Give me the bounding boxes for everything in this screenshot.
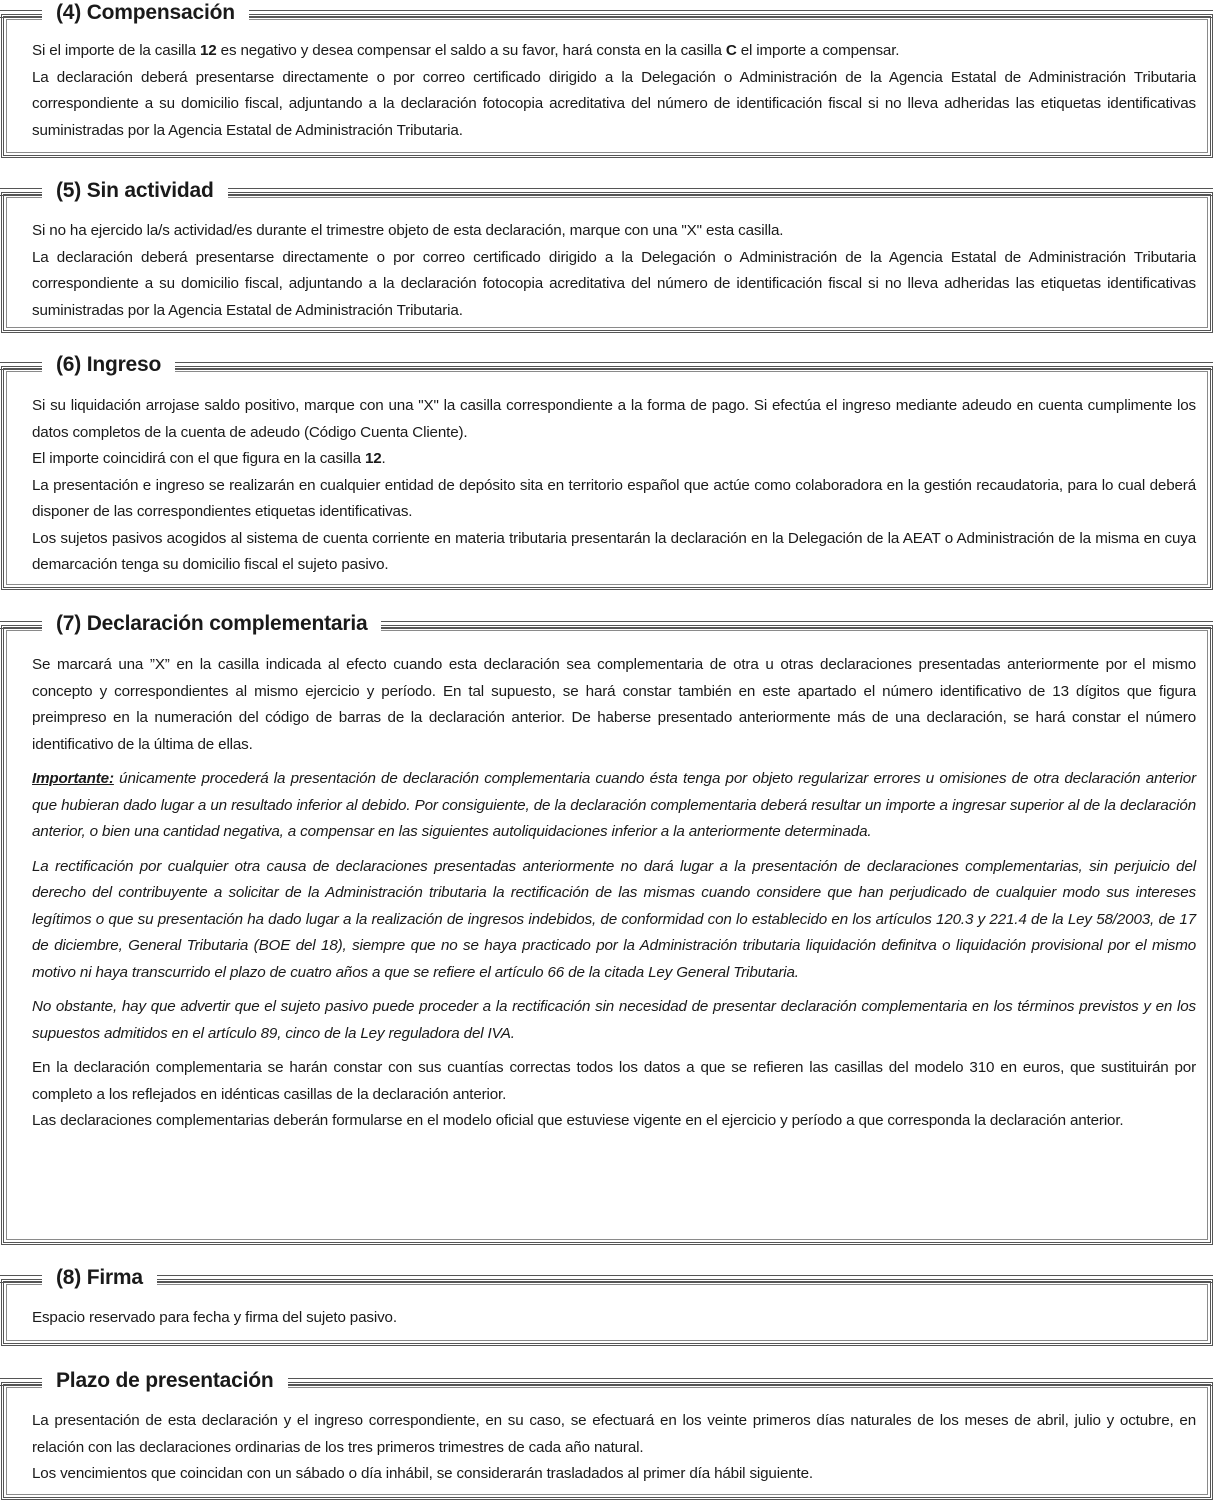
section-title: (6) Ingreso <box>42 353 175 377</box>
paragraph: La presentación e ingreso se realizarán en cualquier entidad de depósito sita en territorio español que actúe como colaboradora en la gestión recaudatoria, para lo cual deberá disponer de las correspondientes etiquetas identificativas. <box>32 476 1196 520</box>
section-title: (5) Sin actividad <box>42 179 228 203</box>
section-heading <box>0 611 1214 637</box>
section-heading <box>0 178 1214 204</box>
paragraph: Se marcará una ”X” en la casilla indicada al efecto cuando esta declaración sea complementaria de otra u otras declaraciones presentadas anteriormente por el mismo concepto y correspondientes al mismo ejercicio y período. En tal supuesto, se hará constar también en este apartado el número identificativo de 13 dígitos que figura preimpreso en la numeración del código de barras de la declaración anterior. De haberse presentado anteriormente más de una declaración, se hará constar el número identificativo de la última de ellas. <box>32 656 1196 753</box>
casilla-number: 12 <box>200 42 217 59</box>
heading-rule-right <box>249 10 1213 18</box>
section-body <box>32 218 1196 324</box>
section-compensacion <box>0 0 1214 158</box>
paragraph <box>32 446 1196 473</box>
paragraph: En la declaración complementaria se harán constar con sus cuantías correctas todos los datos a que se refieren las casillas del modelo 310 en euros, que sustituirán por completo a los reflejados en idénticas casillas de la declaración anterior. <box>32 1059 1196 1103</box>
section-body <box>32 652 1196 1135</box>
section-title: Plazo de presentación <box>42 1369 288 1393</box>
section-declaracion-complementaria <box>0 611 1214 1245</box>
section-heading <box>0 352 1214 378</box>
paragraph: Los vencimientos que coincidan con un sábado o día inhábil, se considerarán trasladados al primer día hábil siguiente. <box>32 1465 813 1482</box>
section-ingreso <box>0 352 1214 590</box>
paragraph: Los sujetos pasivos acogidos al sistema de cuenta corriente en materia tributaria presentarán la declaración en la Delegación de la AEAT o Administración de la misma en cuya demarcación tenga su domicilio fiscal el sujeto pasivo. <box>32 529 1196 573</box>
section-heading <box>0 0 1214 26</box>
paragraph: No obstante, hay que advertir que el sujeto pasivo puede proceder a la rectificación sin necesidad de presentar declaración complementaria en los términos previstos y en los supuestos admitidos en el artículo 89, cinco de la Ley reguladora del IVA. <box>32 998 1196 1042</box>
text-run: El importe coincidirá con el que figura en la casilla <box>32 450 365 467</box>
paragraph: Espacio reservado para fecha y firma del sujeto pasivo. <box>32 1309 397 1326</box>
paragraph: Si no ha ejercido la/s actividad/es durante el trimestre objeto de esta declaración, marque con una "X" esta casilla. <box>32 222 784 239</box>
section-heading <box>0 1368 1214 1394</box>
heading-rule-left <box>0 1275 42 1283</box>
text-run: es negativo y desea compensar el saldo a su favor, hará consta en la casilla <box>216 42 726 59</box>
paragraph: La declaración deberá presentarse directamente o por correo certificado dirigido a la Delegación o Administración de la Agencia Estatal de Administración Tributaria correspondiente a su domicilio fiscal, adjuntando a la declaración fotocopia acreditativa del número de identificación fiscal si no lleva adheridas las etiquetas identificativas suministradas por la Agencia Estatal de Administración Tributaria. <box>32 248 1196 319</box>
paragraph: La presentación de esta declaración y el ingreso correspondiente, en su caso, se efectuará en los veinte primeros días naturales de los meses de abril, julio y octubre, en relación con las declaraciones ordinarias de los tres primeros trimestres de cada año natural. <box>32 1412 1196 1456</box>
section-firma <box>0 1265 1214 1346</box>
paragraph: La rectificación por cualquier otra causa de declaraciones presentadas anteriormente no dará lugar a la presentación de declaraciones complementarias, sin perjuicio del derecho del contribuyente a solicitar de la Administración tributaria la rectificación de las mismas cuando considere que han perjudicado de cualquier modo sus intereses legítimos o que su presentación ha dado lugar a la realización de ingresos indebidos, de conformidad con lo establecido en los artículos 120.3 y 221.4 de la Ley 58/2003, de 17 de diciembre, General Tributaria (BOE del 18), siempre que no se haya practicado por la Administración tributaria liquidación definitva o liquidación provisional por el mismo motivo ni haya transcurrido el plazo de cuatro años a que se refiere el artículo 66 de la citada Ley General Tributaria. <box>32 857 1196 981</box>
section-body <box>32 393 1196 579</box>
paragraph: Si su liquidación arrojase saldo positivo, marque con una "X" la casilla correspondiente a la forma de pago. Si efectúa el ingreso mediante adeudo en cuenta cumplimente los datos completos de la cuenta de adeudo (Código Cuenta Cliente). <box>32 397 1196 441</box>
heading-rule-left <box>0 1378 42 1386</box>
heading-rule-right <box>288 1378 1213 1386</box>
section-title: (7) Declaración complementaria <box>42 612 381 636</box>
heading-rule-left <box>0 621 42 629</box>
text-run: . <box>381 450 386 467</box>
section-title: (4) Compensación <box>42 1 249 25</box>
casilla-number: 12 <box>364 450 382 467</box>
section-title: (8) Firma <box>42 1266 157 1290</box>
casilla-letter: C <box>725 42 737 59</box>
section-sin-actividad <box>0 178 1214 333</box>
paragraph: La declaración deberá presentarse directamente o por correo certificado dirigido a la Delegación o Administración de la Agencia Estatal de Administración Tributaria correspondiente a su domicilio fiscal, adjuntando a la declaración fotocopia acreditativa del número de identificación fiscal si no lleva adheridas las etiquetas identificativas suministradas por la Agencia Estatal de Administración Tributaria. <box>32 68 1196 139</box>
section-body <box>32 1305 1196 1332</box>
heading-rule-right <box>175 362 1213 370</box>
importante-label: Importante: <box>32 770 114 787</box>
heading-rule-right <box>381 621 1213 629</box>
heading-rule-left <box>0 362 42 370</box>
heading-rule-right <box>157 1275 1213 1283</box>
text-run: Si el importe de la casilla <box>32 42 201 59</box>
heading-rule-left <box>0 10 42 18</box>
section-heading <box>0 1265 1214 1291</box>
heading-rule-right <box>228 188 1213 196</box>
text-run: únicamente procederá la presentación de declaración complementaria cuando ésta tenga por objeto regularizar errores u omisiones de otra declaración anterior que hubieran dado lugar a un resultado inferior al debido. Por consiguiente, de la declaración complementaria deberá resultar un importe a ingresar superior al de la declaración anterior, o bien una cantidad negativa, a compensar en las siguientes autoliquidaciones inferior a la anteriormente determinada. <box>32 770 1196 840</box>
paragraph-importante <box>32 766 1196 846</box>
section-body <box>32 38 1196 144</box>
text-run: el importe a compensar. <box>736 42 900 59</box>
section-body <box>32 1408 1196 1488</box>
paragraph: Las declaraciones complementarias deberán formularse en el modelo oficial que estuviese vigente en el ejercicio y período a que corresponda la declaración anterior. <box>32 1112 1124 1129</box>
section-plazo-presentacion <box>0 1368 1214 1500</box>
paragraph <box>32 38 1196 65</box>
heading-rule-left <box>0 188 42 196</box>
